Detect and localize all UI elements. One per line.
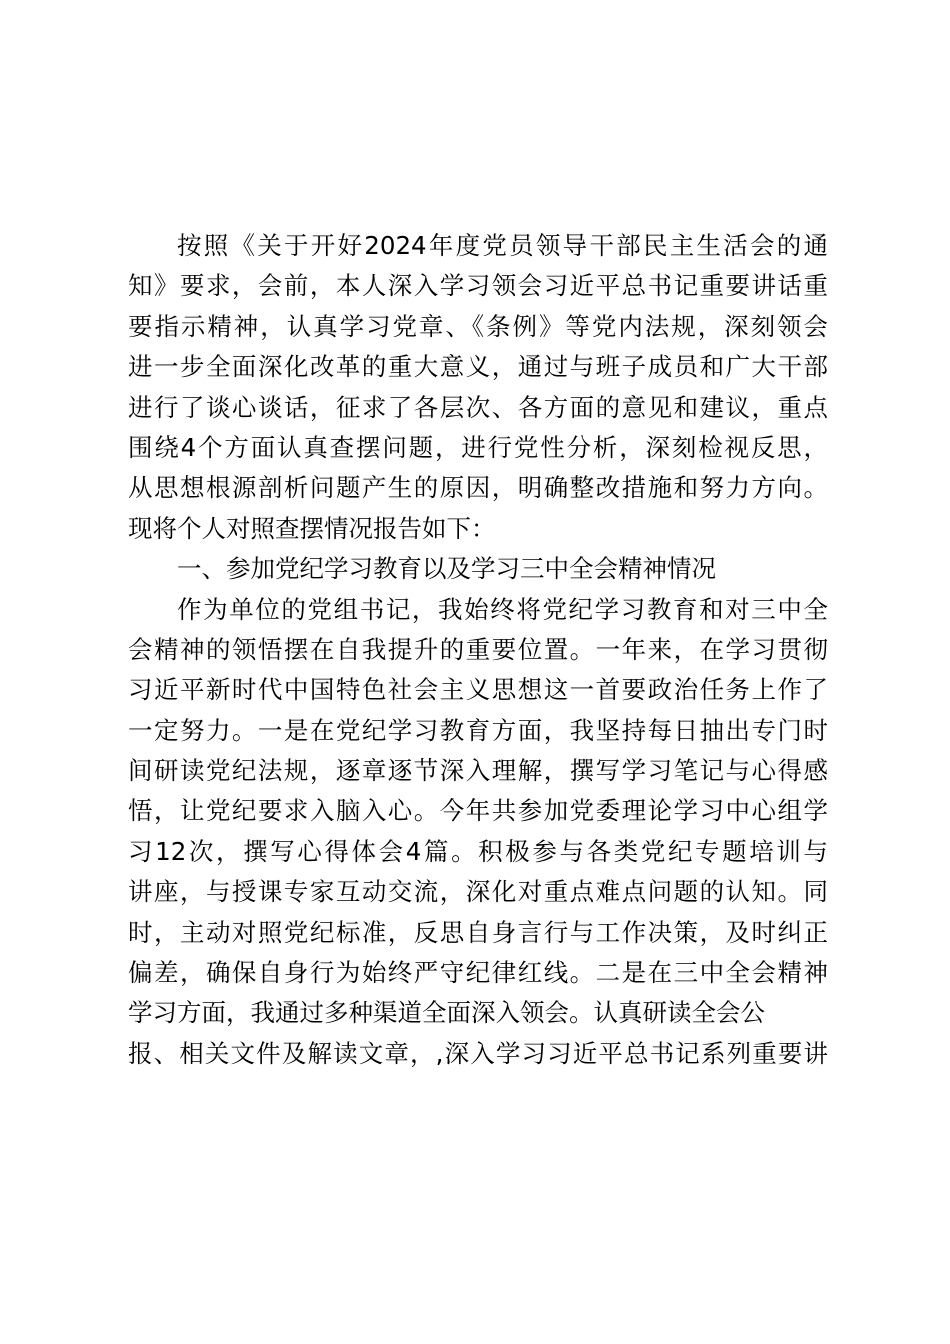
paragraph-line: 围绕4个方面认真查摆问题，进行党性分析，深刻检视反思， (128, 432, 828, 462)
paragraph-line: 现将个人对照查摆情况报告如下： (128, 513, 496, 543)
paragraph-line: 习近平新时代中国特色社会主义思想这一首要政治任务上作了 (128, 675, 828, 705)
paragraph-line: 作为单位的党组书记，我始终将党纪学习教育和对三中全 (177, 594, 828, 624)
paragraph-line: 时，主动对照党纪标准，反思自身言行与工作决策，及时纠正 (128, 917, 828, 947)
paragraph-line: 悟，让党纪要求入脑入心。今年共参加党委理论学习中心组学 (128, 796, 828, 826)
paragraph-line: 学习方面，我通过多种渠道全面深入领会。认真研读全会公 (128, 998, 765, 1028)
paragraph-line: 进行了谈心谈话，征求了各层次、各方面的意见和建议，重点 (128, 392, 828, 422)
paragraph-line: 讲座，与授课专家互动交流，深化对重点难点问题的认知。同 (128, 877, 828, 907)
document-body (128, 226, 828, 1074)
paragraph-line: 知》要求，会前，本人深入学习领会习近平总书记重要讲话重 (128, 271, 828, 301)
paragraph-line: 要指示精神，认真学习党章、《条例》等党内法规，深刻领会 (128, 311, 828, 341)
paragraph-line: 偏差，确保自身行为始终严守纪律红线。二是在三中全会精神 (128, 958, 828, 988)
paragraph-line: 报、相关文件及解读文章，,深入学习习近平总书记系列重要讲 (128, 1038, 828, 1068)
paragraph-line: 习12次，撰写心得体会4篇。积极参与各类党纪专题培训与 (128, 836, 828, 866)
paragraph-line: 进一步全面深化改革的重大意义，通过与班子成员和广大干部 (128, 352, 828, 382)
paragraph-line: 从思想根源剖析问题产生的原因，明确整改措施和努力方向。 (128, 473, 828, 503)
paragraph-line: 按照《关于开好2024年度党员领导干部民主生活会的通 (177, 231, 828, 260)
paragraph-line: 一定努力。一是在党纪学习教育方面，我坚持每日抽出专门时 (128, 715, 828, 745)
paragraph-line: 会精神的领悟摆在自我提升的重要位置。一年来，在学习贯彻 (128, 634, 828, 664)
paragraph-line: 间研读党纪法规，逐章逐节深入理解，撰写学习笔记与心得感 (128, 756, 828, 786)
section-heading: 一、参加党纪学习教育以及学习三中全会精神情况 (177, 554, 716, 584)
